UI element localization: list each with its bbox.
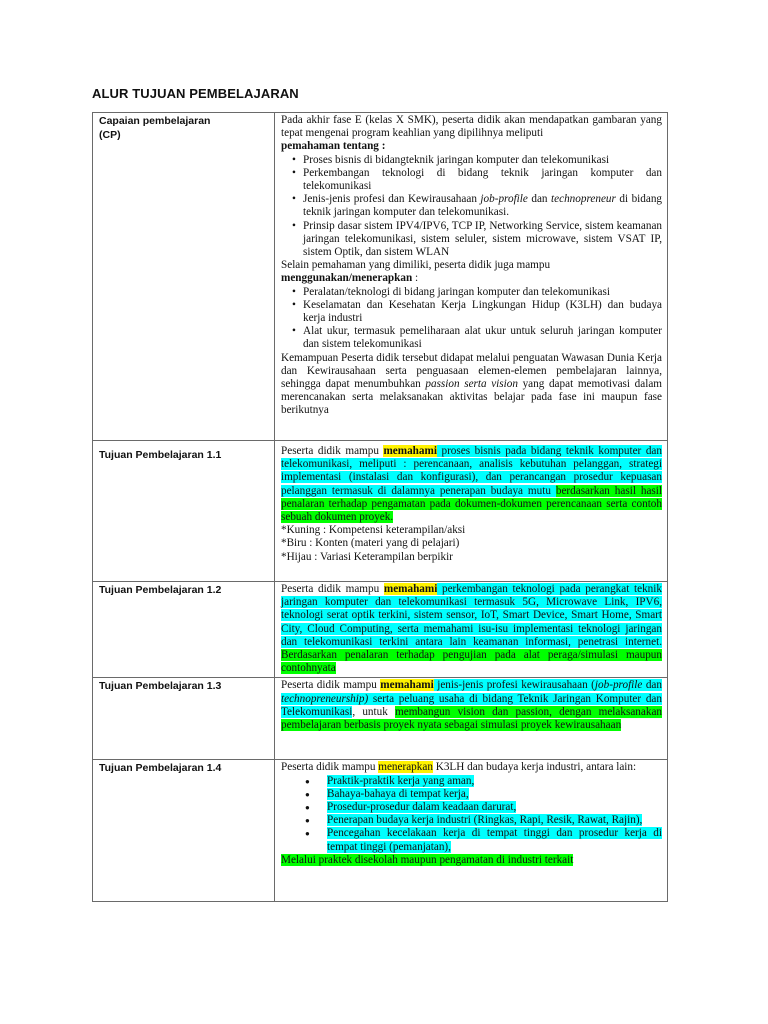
tp13-content-e: serta peluang usaha di bidang Teknik Jaringan Komputer dan Telekomunikasi [281,692,662,718]
item-text: dan [527,193,552,206]
tp11-verb: memahami [383,445,437,457]
list-item [327,788,662,801]
list-item: • Alat ukur, termasuk pemeliharaan alat ukur untuk seluruh jaringan komputer dan sistem telekomunikasi [303,325,662,351]
cp-intro: Pada akhir fase E (kelas X SMK), peserta didik akan mendapatkan gambaran yang tepat mengenai program keahlian yang dipilihnya meliputi [281,114,662,140]
tp13-pre: Peserta didik mampu [281,679,381,692]
cp-menggunakan-colon: : [412,272,419,285]
tp12-content: perkembangan teknologi pada perangkat teknik jaringan komputer dan telekomunikasi termasuk 5G, Microwave Link, IPV6, teknologi serat optik terkini, sistem sensor, IoT, Smart Device, Smart Home, Smart City, Cloud Computing, serta memahami isu-isu implementasi teknologi jaringan dan telekomunikasi terkini antara lain keamanan informasi, penetrasi internet. [281,583,662,648]
cp-selain: Selain pemahaman yang dimiliki, peserta didik juga mampu [281,259,551,272]
table-row-cp [93,113,668,441]
table-row-tp13 [93,678,668,760]
tp14-verb: menerapkan [378,761,433,774]
list-item-text: Pencegahan kecelakaan kerja di tempat tinggi dan prosedur kerja di tempat tinggi (pemanjatan), [327,827,662,853]
list-item-text: Praktik-praktik kerja yang aman, [327,774,475,787]
list-item [327,801,662,814]
item-italic: job-profile [480,193,528,206]
list-item [327,775,662,788]
cp-closing [281,352,662,418]
cp-pemahaman-heading: pemahaman tentang : [281,140,386,153]
cp-label-abbr: (CP) [99,129,121,141]
cp-closing-italic: passion serta vision [425,378,518,391]
cp-menggunakan-heading: menggunakan/menerapkan [281,272,413,285]
table-row-tp11 [93,441,668,582]
tp11-note-green: *Hijau : Variasi Keterampilan berpikir [281,550,453,563]
table-row-tp14 [93,760,668,902]
tp14-content: K3LH dan budaya kerja industri, antara lain: [432,761,637,774]
tp13-content-cell [275,678,668,760]
item-text: Jenis-jenis profesi dan Kewirausahaan [303,193,481,206]
list-item [327,827,662,853]
tp14-closing: Melalui praktek disekolah maupun pengamatan di industri terkait [281,853,574,866]
item-italic: technopreneur [551,193,616,206]
cp-menggunakan-list [281,286,662,352]
tp14-list [281,775,662,854]
tp11-label: Tujuan Pembelajaran 1.1 [93,441,275,582]
tp13-label: Tujuan Pembelajaran 1.3 [93,678,275,760]
cp-pemahaman-list [281,154,662,260]
tp14-content-cell [275,760,668,902]
list-item-text: Prosedur-prosedur dalam keadaan darurat, [327,801,517,814]
tp12-label: Tujuan Pembelajaran 1.2 [93,582,275,678]
item-text: di bidang teknik jaringan komputer dan telekomunikasi. [303,193,663,219]
tp13-content-a: jenis-jenis profesi kewirausahaan ( [433,679,595,692]
table-row-tp12 [93,582,668,678]
tp12-verb: memahami [383,583,438,595]
tp13-verb: memahami [380,679,434,692]
tp11-content: proses bisnis pada bidang teknik komputer dan telekomunikasi, meliputi : perencanaan, analisis kebutuhan pelanggan, strategi implementasi (instalasi dan konfigurasi), dan perancangan prosedur kepuasan pelanggan termasuk di dalamnya penerapan budaya mutu [281,445,662,497]
tp11-content-cell [275,441,668,582]
list-item: • Peralatan/teknologi di bidang jaringan komputer dan telekomunikasi [303,286,662,299]
tp14-pre: Peserta didik mampu [281,761,379,774]
cp-content-cell [275,113,668,441]
list-item: • Keselamatan dan Kesehatan Kerja Lingkungan Hidup (K3LH) dan budaya kerja industri [303,299,662,325]
cp-label: Capaian pembelajaran [99,115,211,127]
tp11-variation: berdasarkan hasil hasil penalaran terhadap pengamatan pada dokumen-dokumen perencanaan serta contoh sebuah dokumen proyek. [281,484,662,524]
tp12-variation: Berdasarkan penalaran terhadap pengujian pada alat peraga/simulasi maupun contohnyata [281,649,662,675]
tp13-content-c: dan [642,679,662,692]
tp11-pre: Peserta didik mampu [281,445,384,457]
tp13-mid: , untuk [352,705,396,718]
list-item: • Proses bisnis di bidangteknik jaringan komputer dan telekomunikasi [303,154,662,167]
list-item-text: Penerapan budaya kerja industri (Ringkas, Rapi, Resik, Rawat, Rajin), [327,814,643,827]
tp11-note-blue: *Biru : Konten (materi yang di pelajari) [281,537,460,550]
tp13-content-d: technopreneurship) [281,692,369,705]
tp12-pre: Peserta didik mampu [281,583,384,595]
tp14-label: Tujuan Pembelajaran 1.4 [93,760,275,902]
tp13-variation: membangun vision dan passion, dengan melaksanakan pembelajaran berbasis proyek nyata sebagai simulasi proyek kewirausahaan [281,705,663,732]
list-item: • Perkembangan teknologi di bidang teknik jaringan komputer dan telekomunikasi [303,167,662,193]
learning-goals-table [92,112,668,902]
list-item-text: Bahaya-bahaya di tempat kerja, [327,787,469,800]
tp12-content-cell [275,582,668,678]
tp11-note-yellow: *Kuning : Kompetensi keterampilan/aksi [281,524,466,537]
cp-label-cell [93,113,275,441]
tp13-content-b: job-profile [594,679,643,692]
page-title: ALUR TUJUAN PEMBELAJARAN [92,86,299,101]
list-item [303,193,662,219]
list-item [327,814,662,827]
cp-closing-text: Kemampuan Peserta didik tersebut didapat melalui penguatan Wawasan Dunia Kerja dan Kewirausahaan serta penguasaan elemen-elemen pembelajaran lainnya, sehingga dapat menumbuhkan [281,351,662,391]
cp-closing-text-end: yang dapat memotivasi dalam merencanakan serta melaksanakan aktivitas belajar pada fase ini maupun fase berikutnya [281,378,662,417]
list-item: • Prinsip dasar sistem IPV4/IPV6, TCP IP, Networking Service, sistem keamanan jaringan telekomunikasi, sistem seluler, sistem microwave, sistem VSAT IP, sistem Optik, dan sistem WLAN [303,220,662,260]
